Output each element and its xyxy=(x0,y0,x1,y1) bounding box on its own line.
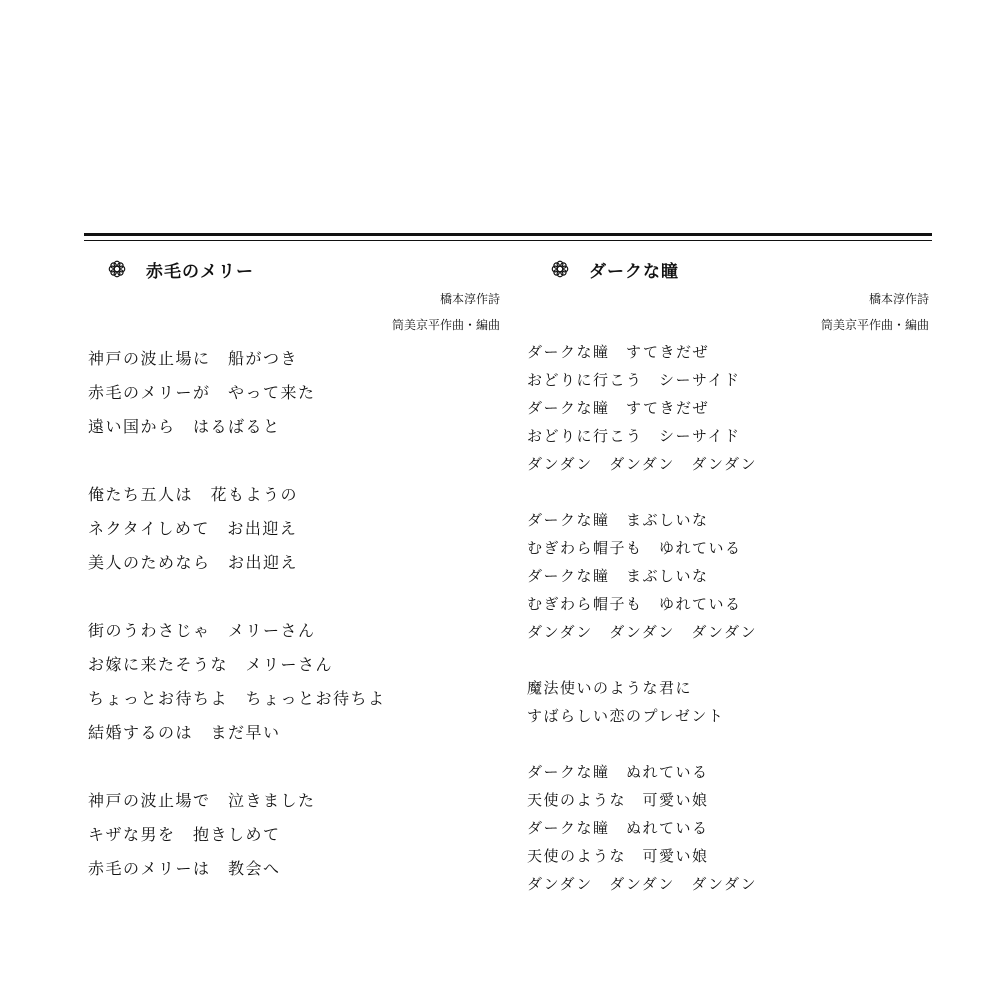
lyric-line: ダークな瞳 すてきだぜ xyxy=(527,343,709,361)
lyric-line: すばらしい恋のプレゼント xyxy=(527,707,725,725)
stanza-gap xyxy=(527,478,929,506)
song-title-row xyxy=(527,254,929,284)
lyricist-credit: 橋本淳作詩 xyxy=(439,292,500,306)
lyric-line: 赤毛のメリーは 教会へ xyxy=(88,859,281,878)
lyric-line: ダークな瞳 まぶしいな xyxy=(527,511,709,529)
header-rule-thick xyxy=(84,233,932,236)
lyric-line: 遠い国から はるばると xyxy=(88,417,281,436)
lyric-line: キザな男を 抱きしめて xyxy=(88,825,281,844)
stanza-gap xyxy=(88,750,500,784)
song-credits xyxy=(527,286,929,338)
lyric-line: ダークな瞳 すてきだぜ xyxy=(527,399,709,417)
stanza-gap xyxy=(527,730,929,758)
lyric-line: ネクタイしめて お出迎え xyxy=(88,519,298,538)
lyrics-block xyxy=(527,338,929,898)
lyric-line: ダンダン ダンダン ダンダン xyxy=(527,623,758,641)
lyric-line: お嫁に来たそうな メリーさん xyxy=(88,655,334,674)
lyric-line: おどりに行こう シーサイド xyxy=(527,371,741,389)
flower-icon xyxy=(108,260,126,278)
song-title: 赤毛のメリー xyxy=(146,261,254,282)
lyric-line: 天使のような 可愛い娘 xyxy=(527,791,709,809)
lyric-line: ちょっとお待ちよ ちょっとお待ちよ xyxy=(88,689,386,708)
lyric-line: ダークな瞳 まぶしいな xyxy=(527,567,709,585)
lyric-line: ダークな瞳 ぬれている xyxy=(527,763,709,781)
lyric-line: 結婚するのは まだ早い xyxy=(88,723,281,742)
lyric-line: むぎわら帽子も ゆれている xyxy=(527,595,742,613)
composer-credit: 筒美京平作曲・編曲 xyxy=(391,318,500,332)
song-title: ダークな瞳 xyxy=(589,261,679,282)
lyric-line: ダークな瞳 ぬれている xyxy=(527,819,709,837)
lyric-line: ダンダン ダンダン ダンダン xyxy=(527,875,758,893)
lyric-line: 神戸の波止場に 船がつき xyxy=(88,349,299,368)
lyric-line: 神戸の波止場で 泣きました xyxy=(88,791,316,810)
lyrics-block xyxy=(88,342,500,886)
lyric-line: 赤毛のメリーが やって来た xyxy=(88,383,316,402)
lyric-line: むぎわら帽子も ゆれている xyxy=(527,539,742,557)
song-credits xyxy=(88,286,500,338)
lyric-line: 美人のためなら お出迎え xyxy=(88,553,299,572)
song-akage-no-mary xyxy=(88,254,500,886)
stanza-gap xyxy=(88,444,500,478)
lyric-line: 街のうわさじゃ メリーさん xyxy=(88,621,316,640)
composer-credit: 筒美京平作曲・編曲 xyxy=(820,318,929,332)
lyric-line: 俺たち五人は 花もようの xyxy=(88,485,299,504)
stanza-gap xyxy=(88,580,500,614)
song-dark-na-hitomi xyxy=(527,254,929,898)
flower-icon xyxy=(551,260,569,278)
lyric-line: おどりに行こう シーサイド xyxy=(527,427,741,445)
lyric-line: 天使のような 可愛い娘 xyxy=(527,847,709,865)
header-rule-thin xyxy=(84,240,932,241)
lyric-line: ダンダン ダンダン ダンダン xyxy=(527,455,758,473)
song-title-row xyxy=(88,254,500,284)
lyric-line: 魔法使いのような君に xyxy=(527,679,693,697)
lyricist-credit: 橋本淳作詩 xyxy=(868,292,929,306)
stanza-gap xyxy=(527,646,929,674)
